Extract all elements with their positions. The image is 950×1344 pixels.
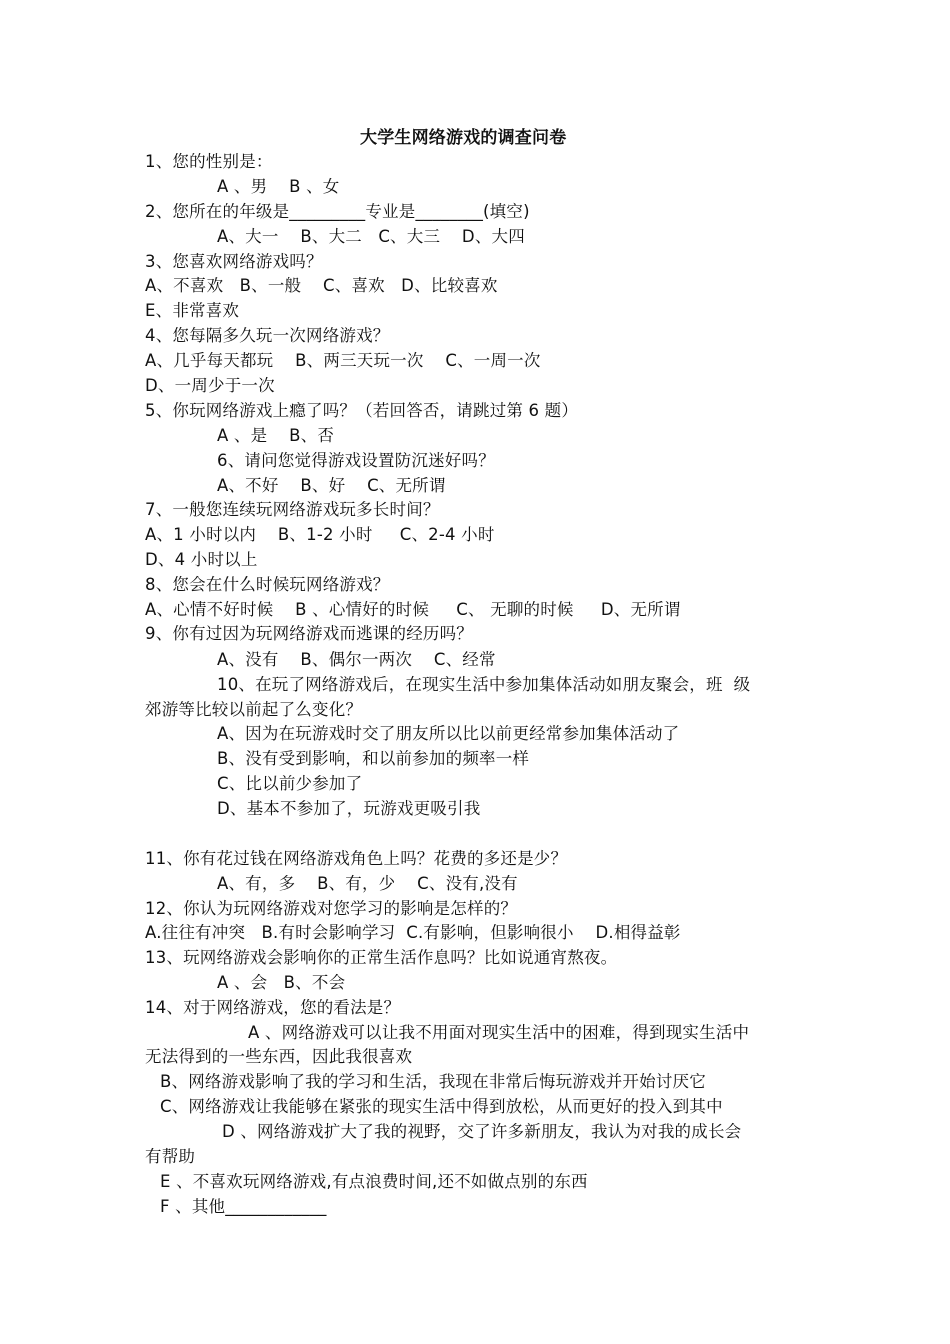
question-5: 5、你玩网络游戏上瘾了吗？（若回答否，请跳过第 6 题）: [145, 401, 579, 420]
question-8: 8、您会在什么时候玩网络游戏？: [145, 575, 390, 594]
question-13: 13、玩网络游戏会影响你的正常生活作息吗？比如说通宵熬夜。: [145, 948, 618, 967]
answer-options: A、心情不好时候 B 、心情好的时候 C、 无聊的时候 D、无所谓: [145, 600, 681, 619]
question-2: 2、您所在的年级是_________专业是________(填空): [145, 202, 530, 221]
question-3: 3、您喜欢网络游戏吗？: [145, 252, 323, 271]
answer-option: A 、网络游戏可以让我不用面对现实生活中的困难，得到现实生活中: [248, 1023, 750, 1042]
question-1: 1、您的性别是：: [145, 152, 273, 171]
question-14: 14、对于网络游戏，您的看法是？: [145, 998, 401, 1017]
answer-options: A、有，多 B、有，少 C、没有,没有: [217, 874, 518, 893]
answer-option-continued: 无法得到的一些东西，因此我很喜欢: [145, 1047, 413, 1066]
answer-options: A.往往有冲突 B.有时会影响学习 C.有影响，但影响很小 D.相得益彰: [145, 923, 681, 942]
question-9: 9、你有过因为玩网络游戏而逃课的经历吗？: [145, 624, 473, 643]
answer-options: A、大一 B、大二 C、大三 D、大四: [217, 227, 525, 246]
question-10-continued: 郊游等比较以前起了么变化？: [145, 700, 363, 719]
answer-options: A、1 小时以内 B、1-2 小时 C、2-4 小时: [145, 525, 495, 544]
page-title: 大学生网络游戏的调查问卷: [360, 128, 567, 148]
question-6: 6、请问您觉得游戏设置防沉迷好吗？: [217, 451, 495, 470]
question-12: 12、你认为玩网络游戏对您学习的影响是怎样的？: [145, 899, 518, 918]
answer-option: C、网络游戏让我能够在紧张的现实生活中得到放松，从而更好的投入到其中: [160, 1097, 723, 1116]
answer-option: F 、其他____________: [160, 1197, 327, 1216]
answer-option: B、网络游戏影响了我的学习和生活，我现在非常后悔玩游戏并开始讨厌它: [160, 1072, 706, 1091]
answer-options: A 、男 B 、女: [217, 177, 340, 196]
answer-options: A 、是 B、否: [217, 426, 335, 445]
question-11: 11、你有花过钱在网络游戏角色上吗？花费的多还是少？: [145, 849, 568, 868]
answer-options: A、不喜欢 B、一般 C、喜欢 D、比较喜欢: [145, 276, 498, 295]
answer-option: E 、不喜欢玩网络游戏,有点浪费时间,还不如做点别的东西: [160, 1172, 588, 1191]
answer-option: D 、网络游戏扩大了我的视野，交了许多新朋友，我认为对我的成长会: [222, 1122, 742, 1141]
answer-options: D、4 小时以上: [145, 550, 258, 569]
question-4: 4、您每隔多久玩一次网络游戏？: [145, 326, 390, 345]
answer-option: D、基本不参加了，玩游戏更吸引我: [217, 799, 481, 818]
answer-options: E、非常喜欢: [145, 301, 240, 320]
answer-options: A、几乎每天都玩 B、两三天玩一次 C、一周一次: [145, 351, 541, 370]
answer-option: C、比以前少参加了: [217, 774, 363, 793]
answer-option: A、因为在玩游戏时交了朋友所以比以前更经常参加集体活动了: [217, 724, 680, 743]
answer-options: D、一周少于一次: [145, 376, 275, 395]
answer-option-continued: 有帮助: [145, 1147, 196, 1166]
answer-options: A 、会 B、不会: [217, 973, 346, 992]
question-10: 10、在玩了网络游戏后，在现实生活中参加集体活动如朋友聚会，班 级: [217, 675, 751, 694]
question-7: 7、一般您连续玩网络游戏玩多长时间？: [145, 500, 440, 519]
answer-options: A、没有 B、偶尔一两次 C、经常: [217, 650, 496, 669]
answer-option: B、没有受到影响，和以前参加的频率一样: [217, 749, 530, 768]
answer-options: A、不好 B、好 C、无所谓: [217, 476, 446, 495]
